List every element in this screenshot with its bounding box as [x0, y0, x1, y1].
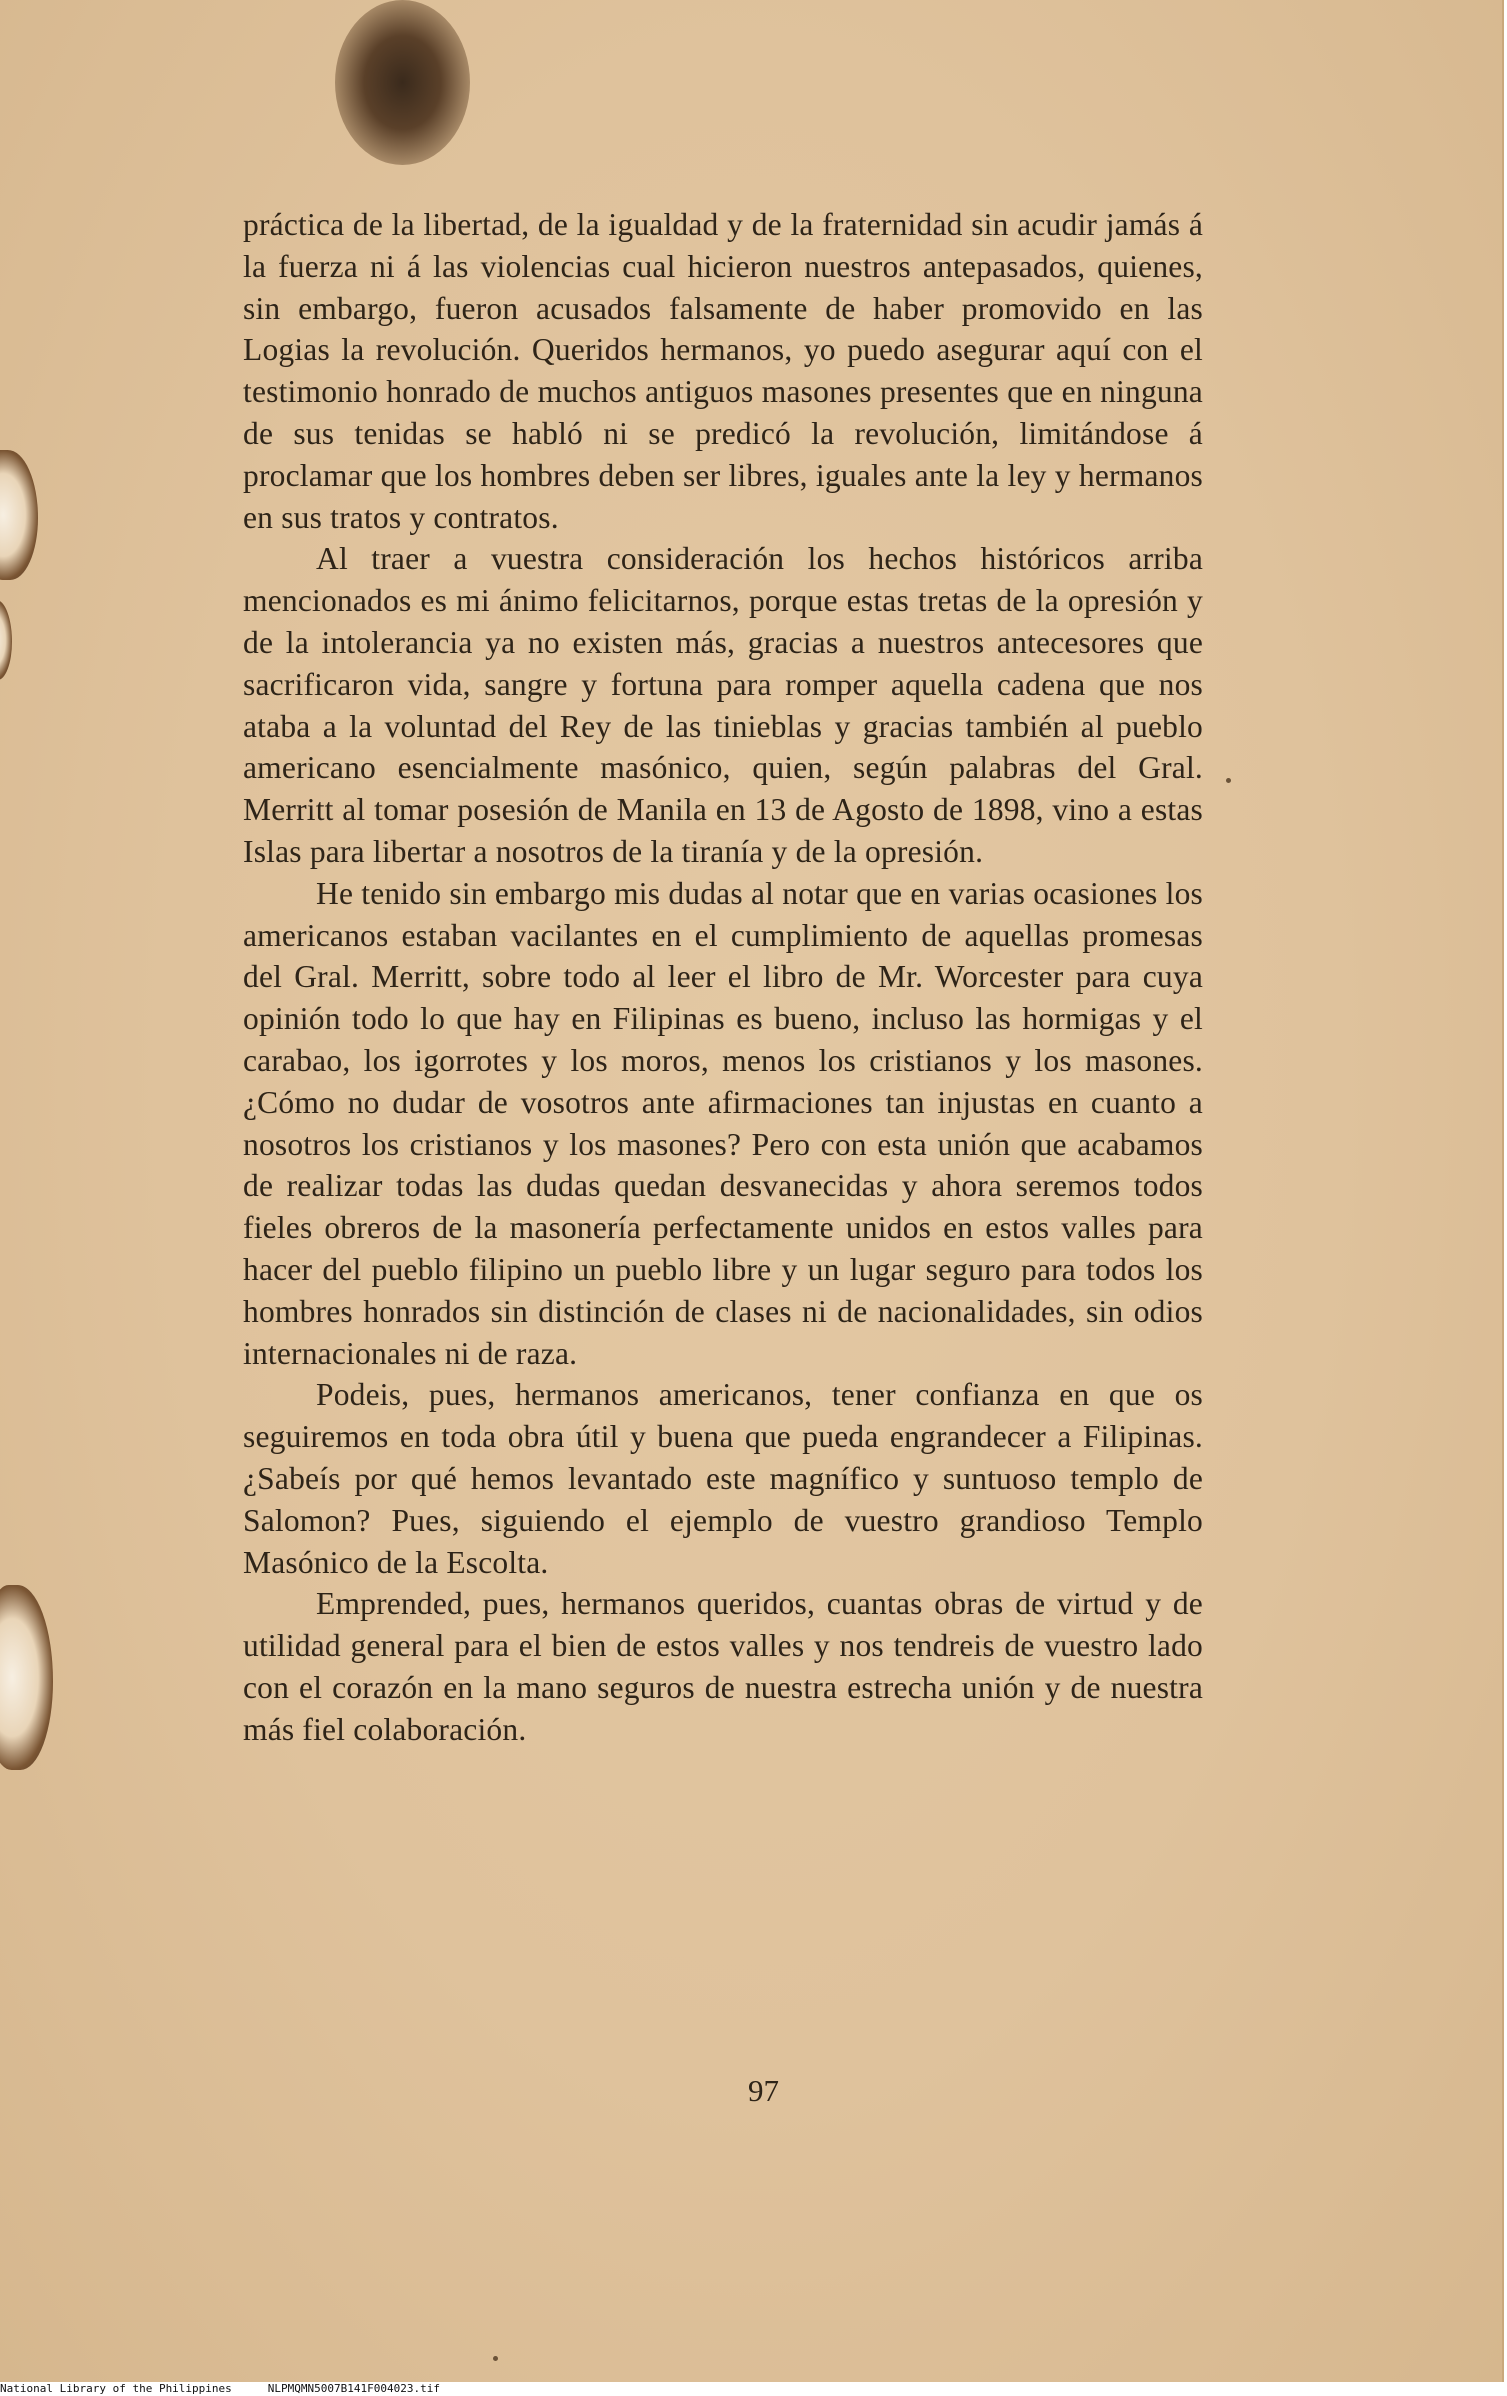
- footer-filename: NLPMQMN5007B141F004023.tif: [267, 2382, 440, 2395]
- footer-library: National Library of the Philippines: [0, 2382, 232, 2395]
- paragraph-5: Emprended, pues, hermanos queridos, cuantas obras de virtud y de utilidad general para el bien de estos valles y nos tendreis de vuestro lado con el corazón en la mano seguros de nuestra estrecha unión y de nuestra más fiel colaboración.: [243, 1586, 1203, 1747]
- paragraph-1: práctica de la libertad, de la igualdad y de la fraternidad sin acudir jamás á la fuerza ni á las violencias cual hicieron nuestros antepasados, quienes, sin embargo, fueron acusados falsamente de haber promovido en las Logias la revolución. Queridos hermanos, yo puedo asegurar aquí con el testimonio honrado de muchos antiguos masones presentes que en ninguna de sus tenidas se habló ni se predicó la revolución, limitándose á proclamar que los hombres deben ser libres, iguales ante la ley y hermanos en sus tratos y contratos.: [243, 207, 1203, 535]
- edge-damage-top: [0, 450, 38, 580]
- paper-speck: [493, 2356, 498, 2361]
- page-number: 97: [748, 2073, 779, 2108]
- paper-speck: [1226, 778, 1231, 783]
- body-text: [243, 204, 1203, 1750]
- ink-stain: [335, 0, 470, 165]
- paragraph-2: Al traer a vuestra consideración los hechos históricos arriba mencionados es mi ánimo felicitarnos, porque estas tretas de la opresión y de la intolerancia ya no existen más, gracias a nuestros antecesores que sacrificaron vida, sangre y fortuna para romper aquella cadena que nos ataba a la voluntad del Rey de las tinieblas y gracias también al pueblo americano esencialmente masónico, quien, según palabras del Gral. Merritt al tomar posesión de Manila en 13 de Agosto de 1898, vino a estas Islas para libertar a nosotros de la tiranía y de la opresión.: [243, 541, 1203, 869]
- edge-damage-middle: [0, 600, 12, 680]
- scan-footer: [0, 2382, 1507, 2396]
- edge-damage-bottom: [0, 1585, 53, 1770]
- paragraph-3: He tenido sin embargo mis dudas al notar que en varias ocasiones los americanos estaban vacilantes en el cumplimiento de aquellas promesas del Gral. Merritt, sobre todo al leer el libro de Mr. Worcester para cuya opinión todo lo que hay en Filipinas es bueno, incluso las hormigas y el carabao, los igorrotes y los moros, menos los cristianos y los masones. ¿Cómo no dudar de vosotros ante afirmaciones tan injustas en cuanto a nosotros los cristianos y los masones? Pero con esta unión que acabamos de realizar todas las dudas quedan desvanecidas y ahora seremos todos fieles obreros de la masonería perfectamente unidos en estos valles para hacer del pueblo filipino un pueblo libre y un lugar seguro para todos los hombres honrados sin distinción de clases ni de nacionalidades, sin odios internacionales ni de raza.: [243, 875, 1203, 1371]
- paragraph-4: Podeis, pues, hermanos americanos, tener confianza en que os seguiremos en toda obra útil y buena que pueda engrandecer a Filipinas. ¿Sabeís por qué hemos levantado este magnífico y suntuoso templo de Salomon? Pues, siguiendo el ejemplo de vuestro grandioso Templo Masónico de la Escolta.: [243, 1377, 1203, 1580]
